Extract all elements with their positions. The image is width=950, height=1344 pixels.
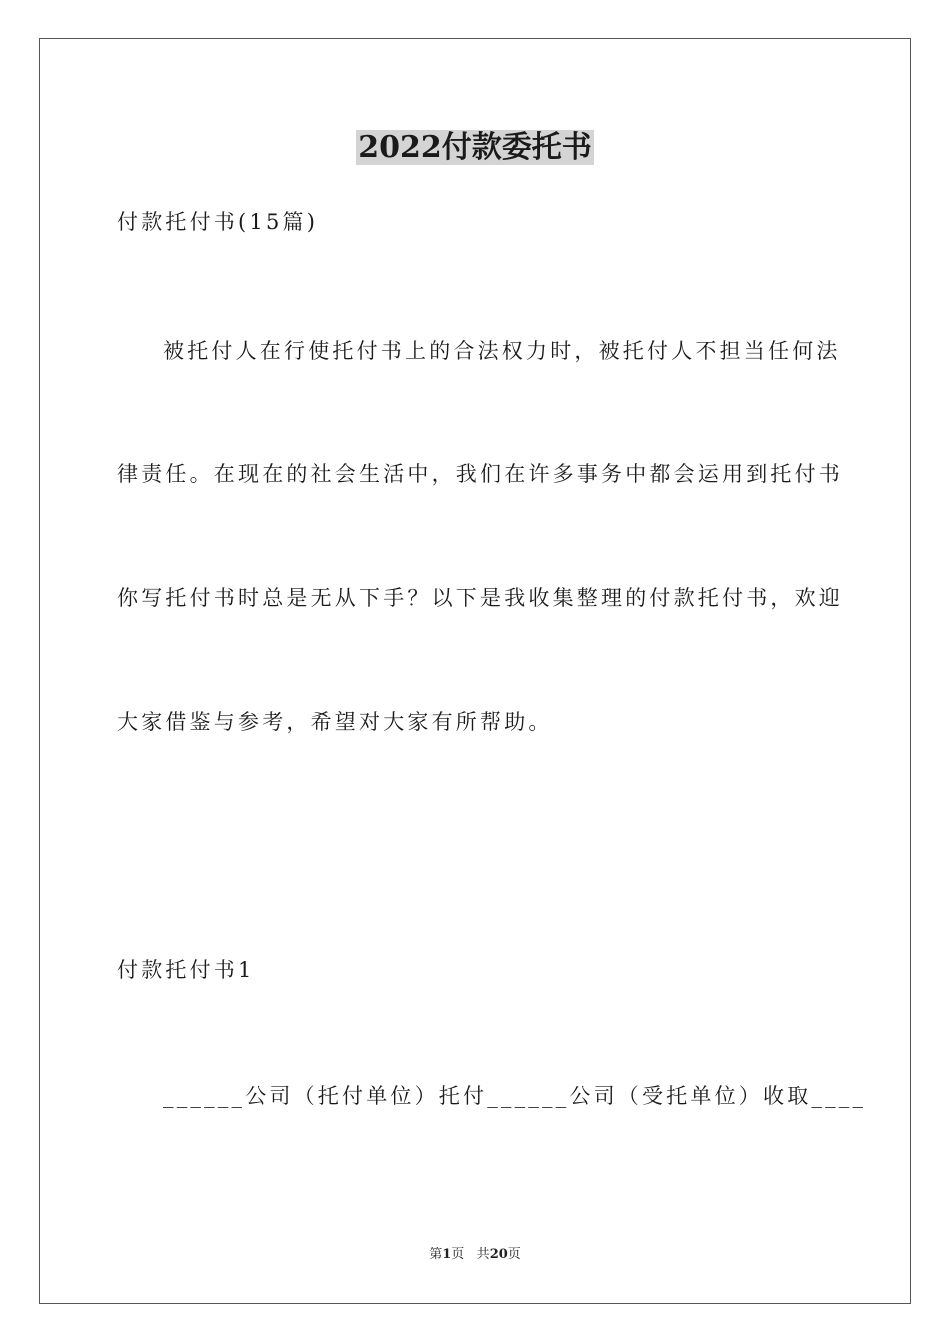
footer-total-pages: 20 [489, 1247, 508, 1262]
page-footer [0, 1246, 950, 1264]
footer-total-prefix: 共 [476, 1247, 490, 1262]
intro-line-1: 被托付人在行使托付书上的合法权力时，被托付人不担当任何法 [163, 339, 841, 363]
footer-page-number: 1 [442, 1247, 452, 1262]
intro-line-3: 你写托付书时总是无从下手？以下是我收集整理的付款托付书，欢迎 [117, 586, 843, 610]
document-subtitle: 付款托付书(15篇) [117, 210, 319, 234]
section-first-line: ______公司（托付单位）托付______公司（受托单位）收取____ [163, 1084, 867, 1108]
section-heading: 付款托付书1 [117, 958, 255, 982]
intro-line-4: 大家借鉴与参考，希望对大家有所帮助。 [117, 710, 553, 734]
footer-page-suffix: 页 [451, 1247, 465, 1262]
document-title [0, 128, 950, 168]
footer-total-suffix: 页 [507, 1247, 521, 1262]
intro-line-2: 律责任。在现在的社会生活中，我们在许多事务中都会运用到托付书 [117, 462, 843, 486]
document-title-text: 2022付款委托书 [358, 130, 592, 165]
footer-prefix: 第 [429, 1247, 443, 1262]
